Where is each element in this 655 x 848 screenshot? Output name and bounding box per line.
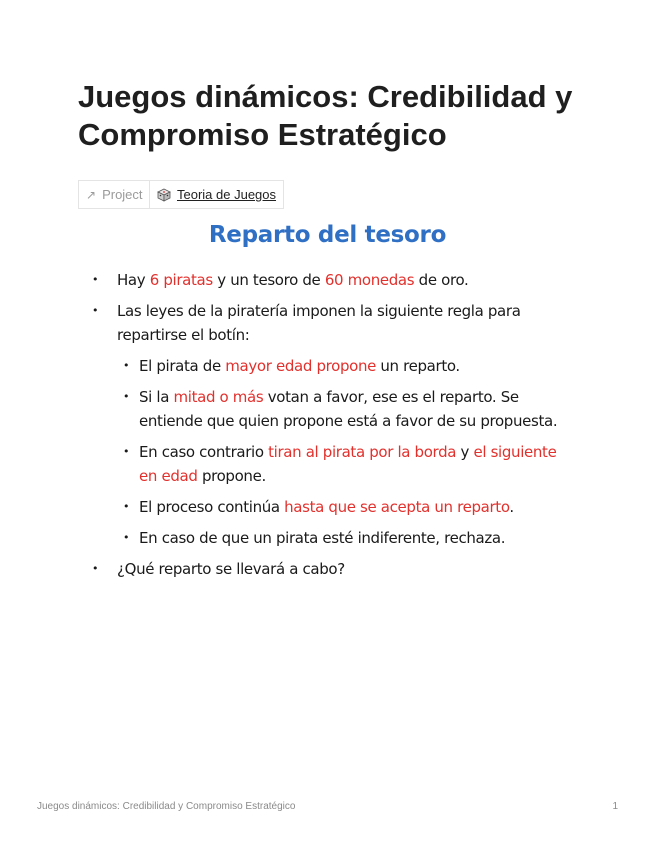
bullet-item: • ¿Qué reparto se llevará a cabo?	[92, 557, 562, 581]
page-number: 1	[612, 801, 618, 812]
sub-bullet-item: • En caso de que un pirata esté indiferente, rechaza.	[117, 526, 562, 550]
bullet-list	[92, 268, 562, 581]
slide-title: Reparto del tesoro	[208, 222, 447, 248]
arrow-up-right-icon: ↗	[86, 187, 97, 202]
bullet-item: • Hay 6 piratas y un tesoro de 60 monedas de oro.	[92, 268, 562, 292]
sub-bullet-item: • El proceso continúa hasta que se acepta un reparto.	[117, 495, 562, 519]
sub-bullet-list	[117, 354, 562, 550]
property-key-label: Project	[102, 187, 143, 202]
dice-icon	[157, 188, 171, 202]
project-link[interactable]: Teoria de Juegos	[177, 187, 277, 202]
page-title: Juegos dinámicos: Credibilidad y Compromiso Estratégico	[78, 79, 573, 152]
slide-content	[92, 268, 562, 581]
sub-bullet-item: • En caso contrario tiran al pirata por la borda y el siguiente en edad propone.	[117, 440, 562, 488]
bullet-item: • Las leyes de la piratería imponen la siguiente regla para repartirse el botín: • El pirata de mayor edad propone un reparto. • Si la mitad o más votan a favor, ese es el reparto. Se entiende que quien propone está a favor de su propuesta. • En caso contrario tiran al pirata por la borda y el siguiente en edad propone. • El proceso continúa hasta que se acepta un reparto. • En caso de que un pirata esté indiferente, rechaza.	[92, 299, 562, 550]
page-footer	[37, 801, 618, 812]
sub-bullet-item: • Si la mitad o más votan a favor, ese es el reparto. Se entiende que quien propone está a favor de su propuesta.	[117, 385, 562, 433]
property-value	[150, 181, 283, 208]
property-table	[78, 180, 284, 209]
sub-bullet-item: • El pirata de mayor edad propone un reparto.	[117, 354, 562, 378]
footer-title: Juegos dinámicos: Credibilidad y Compromiso Estratégico	[37, 801, 296, 812]
property-key	[79, 181, 150, 208]
